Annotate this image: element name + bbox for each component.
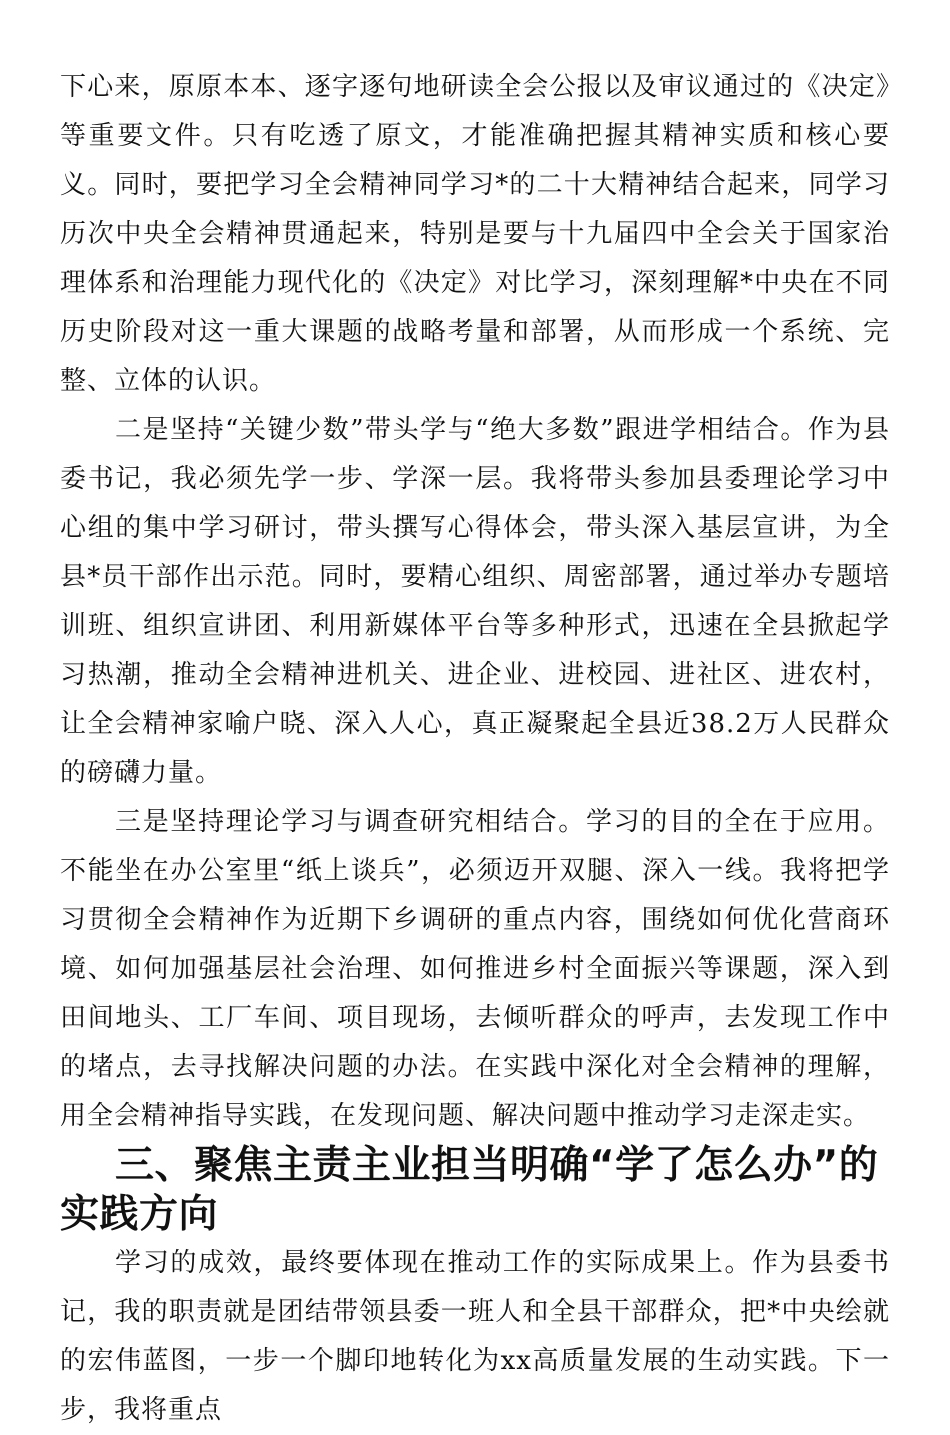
paragraph-key-minority-study: 二是坚持“关键少数”带头学与“绝大多数”跟进学相结合。作为县委书记，我必须先学一步、学深一层。我将带头参加县委理论学习中心组的集中学习研讨，带头撰写心得体会，带头深入基层宣讲，为全县*员干部作出示范。同时，要精心组织、周密部署，通过举办专题培训班、组织宣讲团、利用新媒体平台等多种形式，迅速在全县掀起学习热潮，推动全会精神进机关、进企业、进校园、进社区、进农村，让全会精神家喻户晓、深入人心，真正凝聚起全县近38.2万人民群众的磅礴力量。 — [60, 415, 890, 788]
section-heading-practice-direction: 三、聚焦主责主业担当明确“学了怎么办”的实践方向 — [60, 1143, 879, 1237]
paragraph-theory-and-research: 三是坚持理论学习与调查研究相结合。学习的目的全在于应用。不能坐在办公室里“纸上谈兵”，必须迈开双腿、深入一线。我将把学习贯彻全会精神作为近期下乡调研的重点内容，围绕如何优化营商环境、如何加强基层社会治理、如何推进乡村全面振兴等课题，深入到田间地头、工厂车间、项目现场，去倾听群众的呼声，去发现工作中的堵点，去寻找解决问题的办法。在实践中深化对全会精神的理解，用全会精神指导实践，在发现问题、解决问题中推动学习走深走实。 — [60, 807, 890, 1131]
paragraph-continued-study: 下心来，原原本本、逐字逐句地研读全会公报以及审议通过的《决定》等重要文件。只有吃透了原文，才能准确把握其精神实质和核心要义。同时，要把学习全会精神同学习*的二十大精神结合起来，同学习历次中央全会精神贯通起来，特别是要与十九届四中全会关于国家治理体系和治理能力现代化的《决定》对比学习，深刻理解*中央在不同历史阶段对这一重大课题的战略考量和部署，从而形成一个系统、完整、立体的认识。 — [60, 72, 890, 396]
document-page — [60, 63, 890, 1435]
paragraph-learning-results: 学习的成效，最终要体现在推动工作的实际成果上。作为县委书记，我的职责就是团结带领县委一班人和全县干部群众，把*中央绘就的宏伟蓝图，一步一个脚印地转化为xx高质量发展的生动实践。下一步，我将重点 — [60, 1248, 890, 1425]
